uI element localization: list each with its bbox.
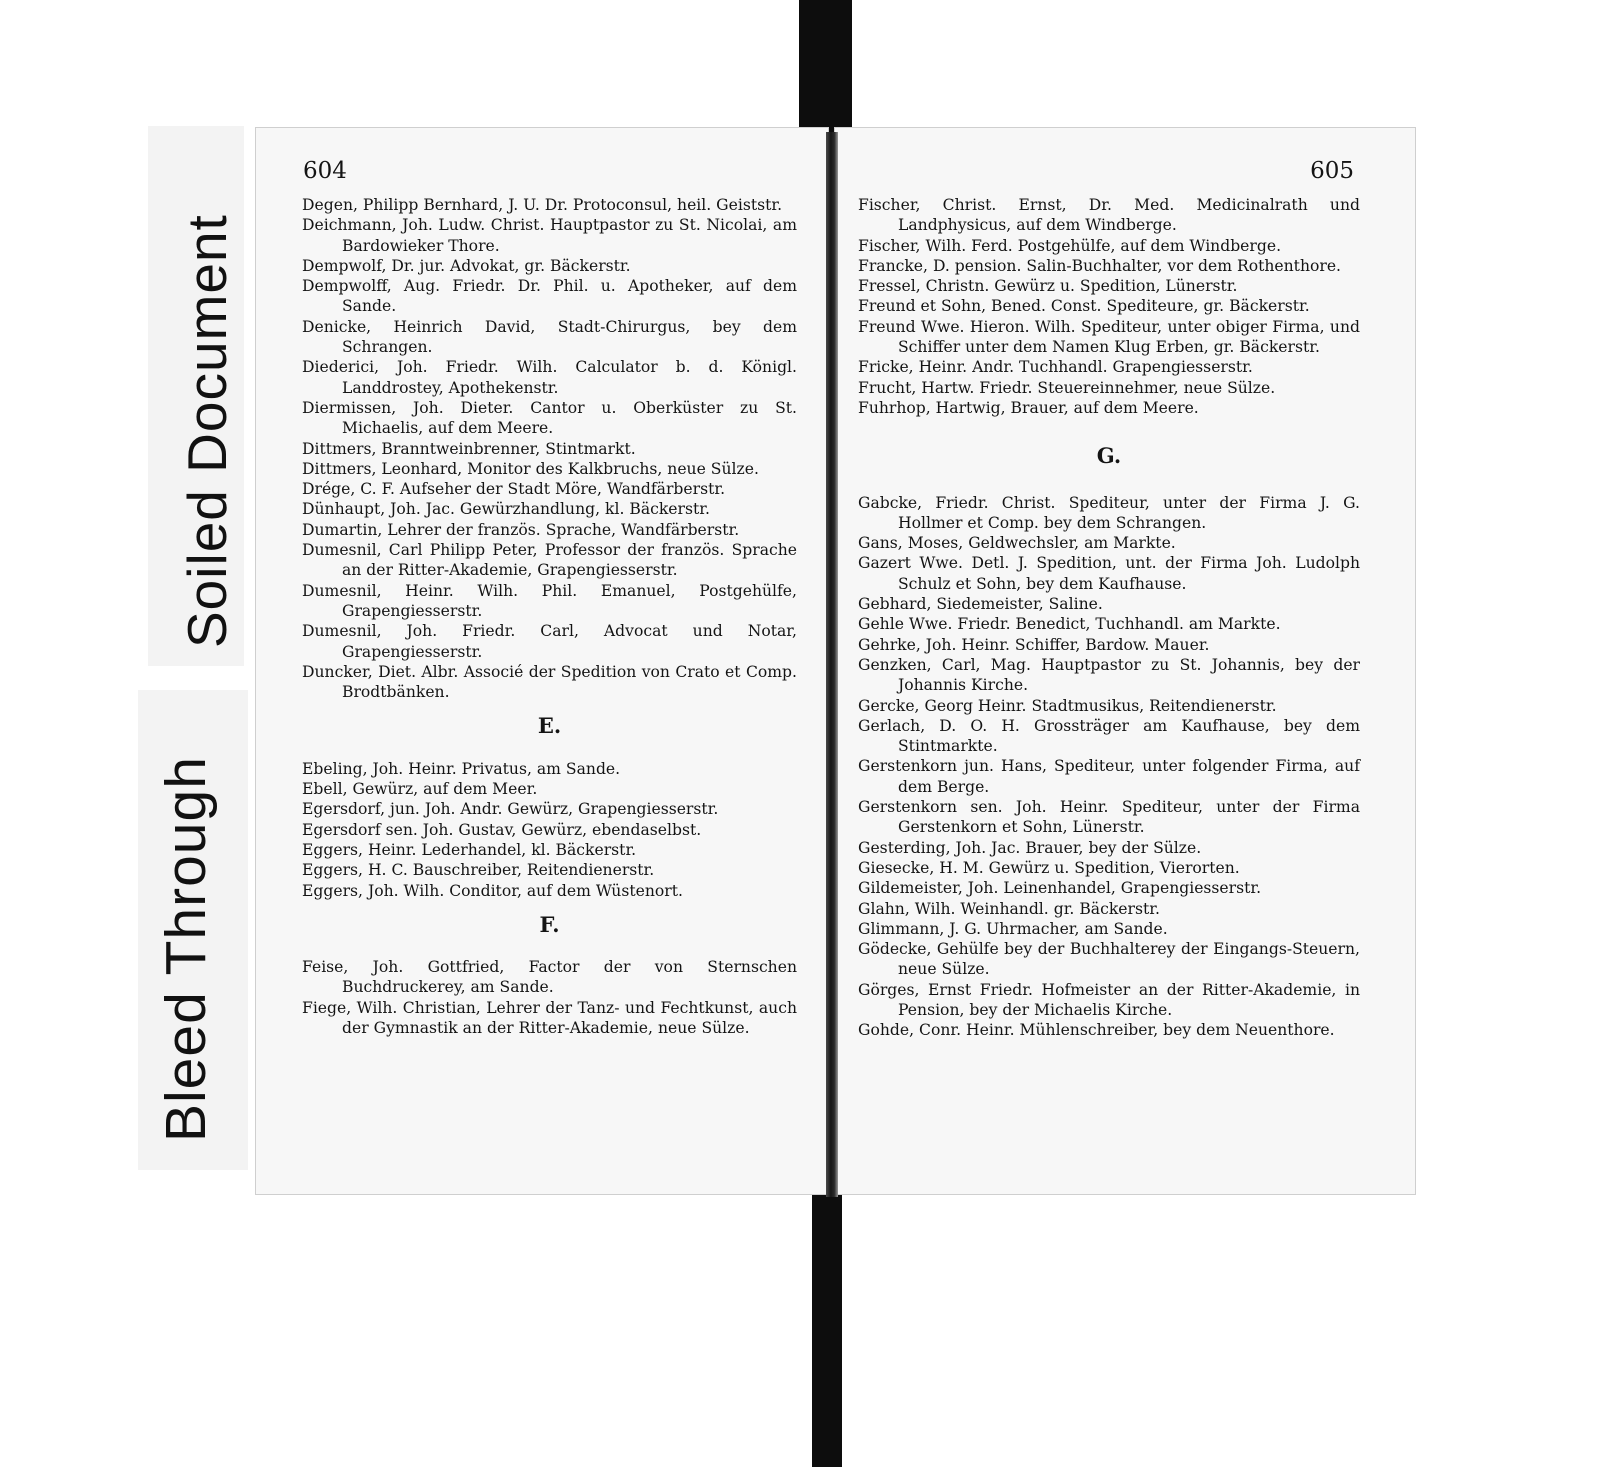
section-letter-g: G. xyxy=(1096,443,1122,469)
directory-entry: Francke, D. pension. Salin-Buchhalter, vor dem Rothenthore. xyxy=(858,256,1342,275)
directory-entry: Dumesnil, Heinr. Wilh. Phil. Emanuel, Postgehülfe, Grapengiesserstr. xyxy=(302,581,797,620)
directory-entry: Diederici, Joh. Friedr. Wilh. Calculator b. d. Königl. Landdrostey, Apothekenstr. xyxy=(302,358,797,397)
right-column xyxy=(858,195,1360,1041)
directory-entry: Gebhard, Siedemeister, Saline. xyxy=(858,595,1103,614)
directory-entry: Freund et Sohn, Bened. Const. Spediteure, gr. Bäckerstr. xyxy=(858,297,1310,316)
directory-entry: Deichmann, Joh. Ludw. Christ. Hauptpastor zu St. Nicolai, am Bardowieker Thore. xyxy=(302,216,797,255)
directory-entry: Eggers, Heinr. Lederhandel, kl. Bäckerstr. xyxy=(302,840,637,859)
directory-entry: Dittmers, Leonhard, Monitor des Kalkbruchs, neue Sülze. xyxy=(302,459,759,478)
directory-entry: Gerstenkorn jun. Hans, Spediteur, unter folgender Firma, auf dem Berge. xyxy=(858,757,1360,796)
directory-entry: Glahn, Wilh. Weinhandl. gr. Bäckerstr. xyxy=(858,899,1160,918)
directory-entry: Gazert Wwe. Detl. J. Spedition, unt. der Firma Joh. Ludolph Schulz et Sohn, bey dem Kaufhause. xyxy=(858,554,1360,593)
directory-entry: Dempwolf, Dr. jur. Advokat, gr. Bäckerstr. xyxy=(302,256,631,275)
directory-entry: Ebeling, Joh. Heinr. Privatus, am Sande. xyxy=(302,759,621,778)
page-number-right: 605 xyxy=(1310,158,1354,184)
directory-entry: Giesecke, H. M. Gewürz u. Spedition, Vierorten. xyxy=(858,858,1240,877)
section-letter-e: E. xyxy=(537,713,562,739)
directory-entry: Gercke, Georg Heinr. Stadtmusikus, Reitendienerstr. xyxy=(858,696,1277,715)
directory-entry: Gabcke, Friedr. Christ. Spediteur, unter der Firma J. G. Hollmer et Comp. bey dem Schrangen. xyxy=(858,493,1360,532)
directory-entry: Frucht, Hartw. Friedr. Steuereinnehmer, neue Sülze. xyxy=(858,378,1276,397)
directory-entry: Fiege, Wilh. Christian, Lehrer der Tanz- und Fechtkunst, auch der Gymnastik an der Ritter-Akademie, neue Sülze. xyxy=(302,998,797,1037)
left-column xyxy=(302,195,797,1038)
soiled-document-label: Soiled Document xyxy=(176,214,238,648)
directory-entry: Fuhrhop, Hartwig, Brauer, auf dem Meere. xyxy=(858,398,1199,417)
directory-entry: Dempwolff, Aug. Friedr. Dr. Phil. u. Apotheker, auf dem Sande. xyxy=(302,277,797,316)
book-gutter xyxy=(826,132,838,1197)
directory-entry: Freund Wwe. Hieron. Wilh. Spediteur, unter obiger Firma, und Schiffer unter dem Namen Klug Erben, gr. Bäckerstr. xyxy=(858,317,1360,357)
binding-strip-bottom xyxy=(812,1190,842,1467)
directory-entry: Genzken, Carl, Mag. Hauptpastor zu St. Johannis, bey der Johannis Kirche. xyxy=(858,655,1360,695)
directory-entry: Görges, Ernst Friedr. Hofmeister an der Ritter-Akademie, in Pension, bey der Michaelis Kirche. xyxy=(858,980,1360,1019)
directory-entry: Fressel, Christn. Gewürz u. Spedition, Lünerstr. xyxy=(858,277,1238,296)
directory-entry: Glimmann, J. G. Uhrmacher, am Sande. xyxy=(858,919,1168,938)
directory-entry: Fricke, Heinr. Andr. Tuchhandl. Grapengiesserstr. xyxy=(858,358,1253,377)
directory-entry: Fischer, Christ. Ernst, Dr. Med. Medicinalrath und Landphysicus, auf dem Windberge. xyxy=(858,196,1360,235)
directory-entry: Eggers, Joh. Wilh. Conditor, auf dem Wüstenort. xyxy=(302,881,683,900)
directory-entry: Dünhaupt, Joh. Jac. Gewürzhandlung, kl. Bäckerstr. xyxy=(302,500,710,519)
section-letter-f: F. xyxy=(539,911,560,937)
directory-entry: Dumartin, Lehrer der französ. Sprache, Wandfärberstr. xyxy=(302,520,740,539)
directory-entry: Eggers, H. C. Bauschreiber, Reitendienerstr. xyxy=(302,861,655,880)
directory-entry: Gildemeister, Joh. Leinenhandel, Grapengiesserstr. xyxy=(858,879,1262,898)
directory-entry: Duncker, Diet. Albr. Associé der Spedition von Crato et Comp. Brodtbänken. xyxy=(302,662,797,702)
bleed-through-label: Bleed Through xyxy=(154,756,218,1142)
directory-entry: Egersdorf sen. Joh. Gustav, Gewürz, ebendaselbst. xyxy=(302,820,702,839)
directory-entry: Gohde, Conr. Heinr. Mühlenschreiber, bey dem Neuenthore. xyxy=(858,1021,1335,1040)
directory-entry: Gesterding, Joh. Jac. Brauer, bey der Sülze. xyxy=(858,838,1202,857)
directory-entry: Dumesnil, Carl Philipp Peter, Professor der französ. Sprache an der Ritter-Akademie, Grapengiesserstr. xyxy=(302,541,797,580)
directory-entry: Feise, Joh. Gottfried, Factor der von Sternschen Buchdruckerey, am Sande. xyxy=(302,958,797,997)
binding-strip-top xyxy=(799,0,852,136)
directory-entry: Gödecke, Gehülfe bey der Buchhalterey der Eingangs-Steuern, neue Sülze. xyxy=(858,940,1360,979)
directory-entry: Dittmers, Branntweinbrenner, Stintmarkt. xyxy=(302,439,636,458)
directory-entry: Fischer, Wilh. Ferd. Postgehülfe, auf dem Windberge. xyxy=(858,236,1282,255)
directory-entry: Degen, Philipp Bernhard, J. U. Dr. Protoconsul, heil. Geiststr. xyxy=(302,196,783,214)
directory-entry: Gehrke, Joh. Heinr. Schiffer, Bardow. Mauer. xyxy=(858,635,1210,654)
directory-entry: Egersdorf, jun. Joh. Andr. Gewürz, Grapengiesserstr. xyxy=(302,800,719,819)
directory-entry: Gerstenkorn sen. Joh. Heinr. Spediteur, unter der Firma Gerstenkorn et Sohn, Lünerstr. xyxy=(858,798,1360,837)
directory-entry: Gerlach, D. O. H. Grossträger am Kaufhause, bey dem Stintmarkte. xyxy=(858,716,1360,756)
directory-entry: Ebell, Gewürz, auf dem Meer. xyxy=(302,780,538,799)
directory-entry: Dumesnil, Joh. Friedr. Carl, Advocat und Notar, Grapengiesserstr. xyxy=(302,622,797,661)
directory-entry: Denicke, Heinrich David, Stadt-Chirurgus, bey dem Schrangen. xyxy=(302,317,797,357)
directory-entry: Gans, Moses, Geldwechsler, am Markte. xyxy=(858,534,1176,553)
page-number-left: 604 xyxy=(303,158,347,184)
directory-entry: Diermissen, Joh. Dieter. Cantor u. Oberküster zu St. Michaelis, auf dem Meere. xyxy=(302,398,797,438)
directory-entry: Gehle Wwe. Friedr. Benedict, Tuchhandl. am Markte. xyxy=(858,615,1281,634)
directory-entry: Drége, C. F. Aufseher der Stadt Möre, Wandfärberstr. xyxy=(302,480,726,499)
